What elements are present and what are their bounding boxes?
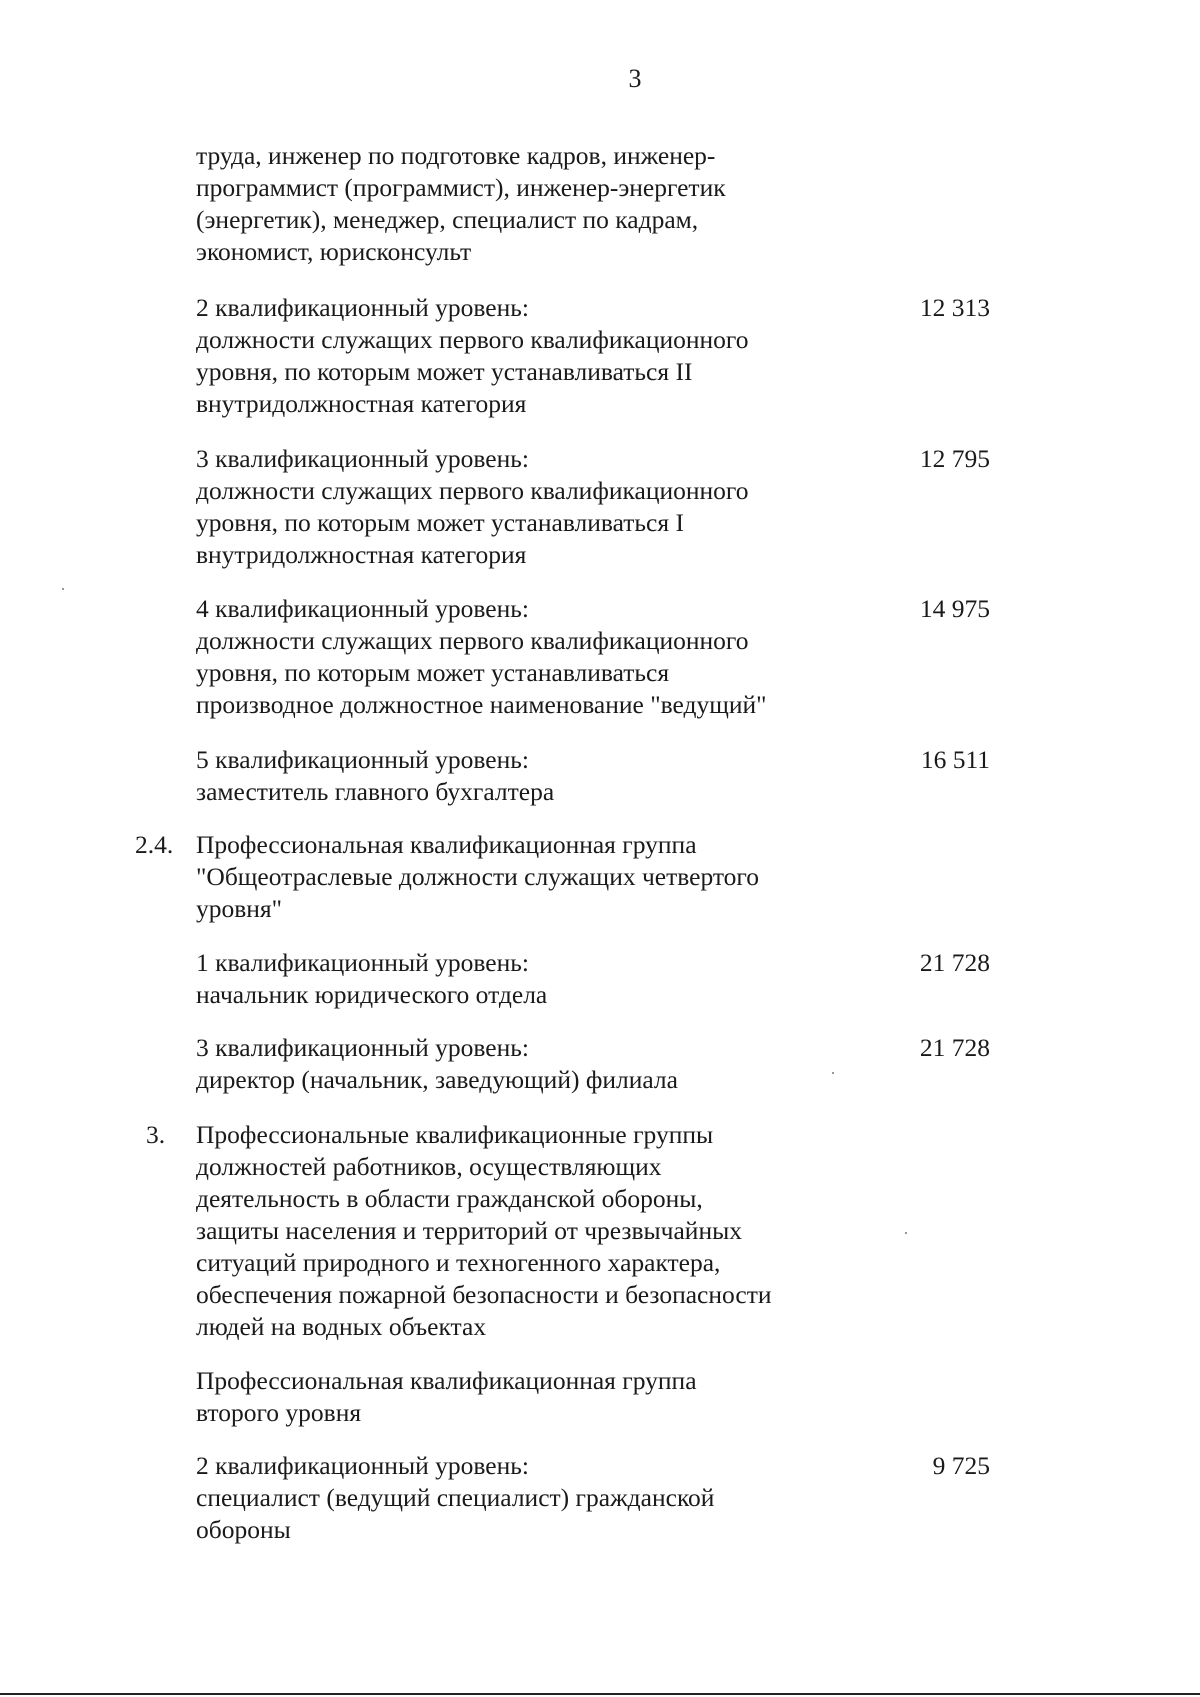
- entry-text-civil-defense: 2 квалификационный уровень: специалист (ведущий специалист) гражданской обороны: [196, 1451, 715, 1544]
- section-number: 2.4.: [135, 830, 174, 859]
- salary-value: 16 511: [920, 745, 990, 774]
- page-bottom-edge: [0, 1693, 1200, 1695]
- entry-text-level-4: 4 квалификационный уровень: должности служащих первого квалификационного уровня, по которым может устанавливаться производное должностное наименование "ведущий": [196, 594, 767, 719]
- salary-value: 12 313: [919, 293, 990, 322]
- salary-value: 21 728: [919, 948, 990, 977]
- section-title-2-4: Профессиональная квалификационная группа "Общеотраслевые должности служащих четвертого уровня": [196, 830, 760, 923]
- scan-speck: [905, 1232, 907, 1234]
- entry-text-level-3-director: 3 квалификационный уровень: директор (начальник, заведующий) филиала: [196, 1033, 678, 1094]
- salary-value: 9 725: [932, 1451, 990, 1480]
- entry-text-continuation: труда, инженер по подготовке кадров, инженер- программист (программист), инженер-энергетик (энергетик), менеджер, специалист по кадрам, экономист, юрисконсульт: [196, 141, 726, 266]
- entry-text-level-1: 1 квалификационный уровень: начальник юридического отдела: [196, 948, 548, 1009]
- group-title-second-level: Профессиональная квалификационная группа второго уровня: [196, 1366, 697, 1427]
- salary-value: 12 795: [919, 444, 990, 473]
- section-number: 3.: [146, 1120, 166, 1149]
- scan-speck: [62, 588, 64, 590]
- salary-value: 14 975: [919, 594, 990, 623]
- section-title-3: Профессиональные квалификационные группы должностей работников, осуществляющих деятельность в области гражданской обороны, защиты населения и территорий от чрезвычайных ситуаций природного и техногенного характера, обеспечения пожарной безопасности и безопасности людей на водных объектах: [196, 1120, 772, 1341]
- salary-value: 21 728: [919, 1033, 990, 1062]
- entry-text-level-5: 5 квалификационный уровень: заместитель главного бухгалтера: [196, 745, 555, 806]
- scan-speck: [832, 1072, 834, 1074]
- entry-text-level-3: 3 квалификационный уровень: должности служащих первого квалификационного уровня, по которым может устанавливаться I внутридолжностная категория: [196, 444, 749, 569]
- entry-text-level-2: 2 квалификационный уровень: должности служащих первого квалификационного уровня, по которым может устанавливаться II внутридолжностная категория: [196, 293, 749, 418]
- page-number: 3: [628, 64, 642, 93]
